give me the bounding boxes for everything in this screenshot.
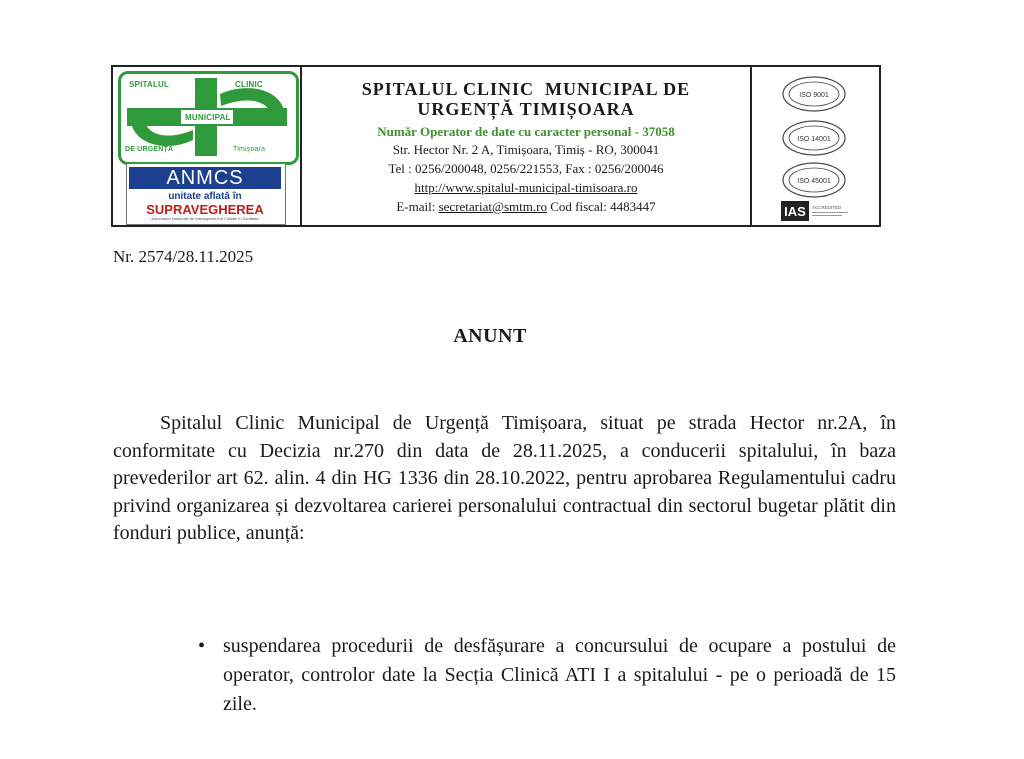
- logo-text-middle: MUNICIPAL: [185, 113, 231, 122]
- address: Str. Hector Nr. 2 A, Timișoara, Timiș - RO, 300041: [392, 142, 660, 157]
- website-link[interactable]: http://www.spitalul-municipal-timisoara.ro: [414, 180, 638, 195]
- ias-sub: ACCREDITED: [812, 205, 842, 210]
- anmcs-badge: [126, 163, 286, 225]
- iso-seal-icon: [781, 161, 847, 199]
- ias-accreditation-icon: [781, 200, 853, 222]
- cert-label-1: ISO 9001: [799, 92, 829, 99]
- email-label: E-mail:: [396, 199, 436, 214]
- bullet-icon: •: [198, 635, 206, 657]
- operator-number: Număr Operator de date cu caracter personal - 37058: [377, 124, 675, 139]
- anmcs-name: ANMCS: [129, 167, 281, 189]
- iso-seal-icon: [781, 75, 847, 113]
- hospital-info: [302, 67, 752, 225]
- hospital-name-line1: SPITALUL CLINIC MUNICIPAL DE: [361, 79, 691, 99]
- cert-label-2: ISO 14001: [797, 136, 831, 143]
- body-paragraph: Spitalul Clinic Municipal de Urgență Timișoara, situat pe strada Hector nr.2A, în conformitate cu Decizia nr.270 din data de 28.11.2025, a conducerii spitalului, în baza prevederilor art 62. alin. 4 din HG 1336 din 28.10.2022, pentru aprobarea Regulamentului cadru privind organizarea și dezvoltarea carierei personalului contractual din sectorul bugetar plătit din fonduri publice, anunță:: [113, 412, 896, 544]
- anmcs-line2: SUPRAVEGHEREA: [146, 202, 264, 217]
- email-link[interactable]: secretariat@smtm.ro: [438, 199, 547, 214]
- document-reference: Nr. 2574/28.11.2025: [113, 247, 254, 266]
- logo-text-top-right: CLINIC: [235, 80, 263, 89]
- logo-text-bottom-right: Timișoara: [233, 146, 266, 153]
- logo-cell: [113, 67, 302, 225]
- fiscal-code: Cod fiscal: 4483447: [550, 199, 656, 214]
- hospital-logo: [118, 71, 299, 165]
- certifications: [752, 67, 879, 225]
- ias-label: IAS: [784, 204, 806, 219]
- anmcs-line3: Autoritatea Națională de Management al Calității în Sănătate: [151, 216, 259, 221]
- document-title: ANUNT: [453, 325, 527, 347]
- bullet-item: suspendarea procedurii de desfășurare a concursului de ocupare a postului de operator, controlor date la Secția Clinică ATI I a spitalului - pe o perioadă de 15 zile.: [223, 635, 896, 715]
- letterhead: [111, 65, 881, 227]
- logo-text-top-left: SPITALUL: [129, 80, 170, 89]
- iso-seal-icon: [781, 119, 847, 157]
- phone-fax: Tel : 0256/200048, 0256/221553, Fax : 0256/200046: [388, 161, 664, 176]
- logo-text-bottom-left: DE URGENȚĂ: [125, 146, 174, 153]
- cert-label-3: ISO 45001: [797, 178, 831, 185]
- anmcs-line1: unitate aflată în: [168, 191, 242, 202]
- hospital-name-line2: URGENȚĂ TIMIȘOARA: [417, 99, 635, 119]
